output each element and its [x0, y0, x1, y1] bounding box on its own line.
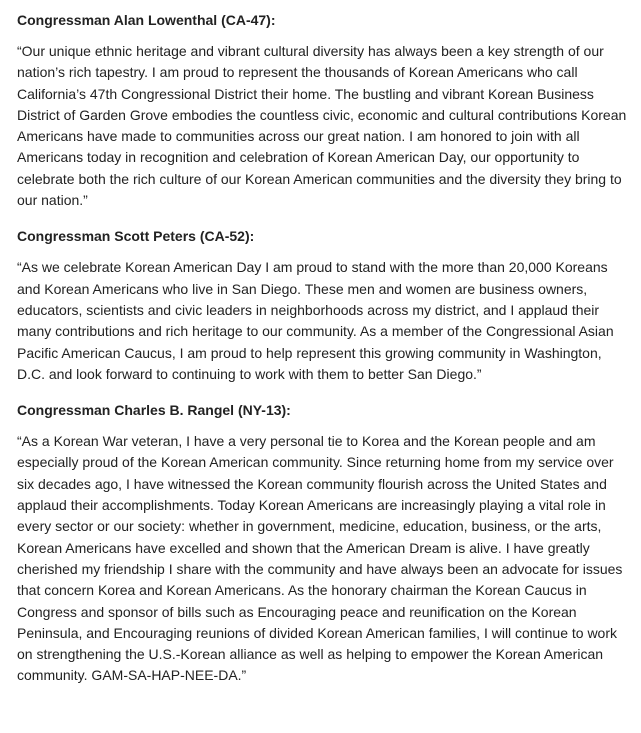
- statement-quote: “As a Korean War veteran, I have a very personal tie to Korea and the Korean people and am especially proud of the Korean American community. Since returning home from my service over six decades ago, I have witnessed the Korean community flourish across the United States and applaud their accomplishments. Today Korean Americans are increasingly playing a vital role in every sector or our society: whether in government, medicine, education, business, or the arts, Korean Americans have excelled and shown that the American Dream is alive. I have greatly cherished my friendship I share with the community and have always been an advocate for issues that concern Korea and Korean Americans. As the honorary chairman the Korean Caucus in Congress and sponsor of bills such as Encouraging peace and reunification on the Korean Peninsula, and Encouraging reunions of divided Korean American families, I will continue to work on strengthening the U.S.-Korean alliance as well as helping to empower the Korean American community. GAM-SA-HAP-NEE-DA.”: [17, 433, 623, 684]
- statement-quote: “As we celebrate Korean American Day I am proud to stand with the more than 20,000 Koreans and Korean Americans who live in San Diego. These men and women are business owners, educators, scientists and civic leaders in neighborhoods across my district, and I applaud their many contributions and rich heritage to our community. As a member of the Congressional Asian Pacific American Caucus, I am proud to help represent this growing community in Washington, D.C. and look forward to continuing to work with them to better San Diego.”: [17, 259, 614, 382]
- speaker-heading: Congressman Charles B. Rangel (NY-13):: [17, 402, 291, 419]
- speaker-heading: Congressman Alan Lowenthal (CA-47):: [17, 12, 276, 28]
- speaker-heading: Congressman Scott Peters (CA-52):: [17, 228, 255, 245]
- statement-quote: “Our unique ethnic heritage and vibrant cultural diversity has always been a key strength of our nation’s rich tapestry. I am proud to represent the thousands of Korean Americans who call California’s 47th Congressional District their home. The bustling and vibrant Korean Business District of Garden Grove embodies the countless civic, economic and cultural contributions Korean Americans have made to communities across our great nation. I am honored to join with all Americans today in recognition and celebration of Korean American Day, our opportunity to celebrate both the rich culture of our Korean American communities and the diversity they bring to our nation.”: [17, 43, 627, 209]
- statement-peters: [17, 226, 633, 385]
- statement-rangel: [17, 400, 633, 687]
- statement-lowenthal: [17, 10, 633, 211]
